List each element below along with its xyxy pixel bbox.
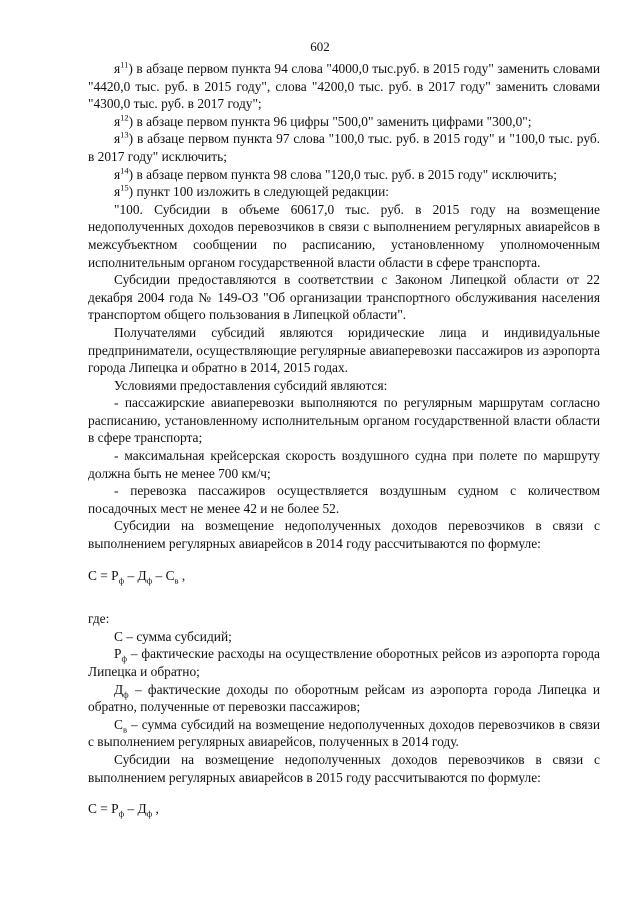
- definition-symbol: Д: [114, 681, 124, 697]
- amendment-item: [88, 166, 600, 184]
- paragraph-conditions-heading: Условиями предоставления субсидий являются:: [114, 377, 388, 393]
- formula-term: – Д: [124, 801, 147, 817]
- item-text: ) пункт 100 изложить в следующей редакции:: [128, 184, 389, 200]
- amendment-item: [88, 60, 600, 113]
- formula-term: – С: [152, 567, 175, 583]
- definition-text: – сумма субсидий;: [122, 628, 232, 644]
- item-text: ) в абзаце первом пункта 97 слова "100,0 тыс. руб. в 2015 году" и "100,0 тыс. руб. в 2017 году" исключить;: [88, 131, 600, 164]
- item-superscript: 12: [120, 112, 129, 123]
- page-number: 602: [310, 39, 330, 54]
- formula-subscript: ф: [146, 808, 153, 819]
- paragraph-formula-2015-intro: Субсидии на возмещение недополученных доходов перевозчиков в связи с выполнением регулярных авиарейсов в 2015 году рассчитываются по формуле:: [88, 751, 600, 785]
- item-text: ) в абзаце первом пункта 96 цифры "500,0" заменить цифрами "300,0";: [128, 113, 532, 129]
- formula-subscript: ф: [118, 808, 125, 819]
- document-body: [88, 60, 600, 818]
- formula-term: ,: [152, 801, 159, 817]
- amendment-item: [88, 130, 600, 165]
- formula-term: С = Р: [88, 801, 119, 817]
- item-superscript: 11: [120, 59, 129, 70]
- definition-text: – фактические доходы по оборотным рейсам из аэропорта города Липецка и обратно, полученные от перевозки пассажиров;: [88, 681, 600, 715]
- item-text: ) в абзаце первом пункта 94 слова "4000,0 тыс.руб. в 2015 году" заменить словами "4420,0 тыс. руб. в 2015 году", слова "4200,0 тыс. руб. в 2017 году" заменить словами "4300,0 тыс. руб. в 2017 году";: [88, 61, 600, 112]
- item-superscript: 13: [120, 129, 129, 140]
- paragraph-formula-2014-intro: Субсидии на возмещение недополученных доходов перевозчиков в связи с выполнением регулярных авиарейсов в 2014 году рассчитываются по формуле:: [88, 518, 600, 552]
- definition-symbol: Р: [114, 646, 122, 662]
- definition-subscript: ф: [123, 689, 129, 700]
- formula-subscript: в: [174, 575, 179, 586]
- definition-text: – фактические расходы на осуществление оборотных рейсов из аэропорта города Липецка и обратно;: [88, 646, 600, 679]
- definition-subscript: в: [122, 724, 127, 735]
- item-superscript: 14: [120, 165, 129, 176]
- item-letter: я: [114, 131, 121, 147]
- formula-term: – Д: [124, 567, 147, 583]
- definition-text: – сумма субсидий на возмещение недополученных доходов перевозчиков в связи с выполнением регулярных авиарейсов, полученных в 2014 году.: [88, 716, 600, 750]
- item-text: ) в абзаце первом пункта 98 слова "120,0 тыс. руб. в 2015 году" исключить;: [128, 166, 557, 182]
- item-letter: я: [114, 184, 121, 200]
- item-letter: я: [114, 113, 121, 129]
- formula-subscript: ф: [118, 575, 125, 586]
- paragraph-recipients: Получателями субсидий являются юридические лица и индивидуальные предприниматели, осуществляющие регулярные авиаперевозки пассажиров из аэропорта города Липецка и обратно в 2014, 2015 годах.: [88, 324, 600, 376]
- definition-item: [88, 645, 600, 680]
- definition-item: [88, 628, 600, 646]
- amendment-item: [88, 183, 600, 201]
- item-superscript: 15: [120, 182, 129, 193]
- formula-term: С = Р: [88, 567, 119, 583]
- definition-item: [88, 716, 600, 751]
- definition-subscript: ф: [121, 654, 127, 665]
- definition-symbol: С: [114, 716, 123, 732]
- definition-item: [88, 681, 600, 716]
- formula-subscript: ф: [146, 575, 153, 586]
- item-letter: я: [114, 166, 121, 182]
- item-letter: я: [114, 61, 121, 76]
- condition-item: - максимальная крейсерская скорость воздушного судна при полете по маршруту должна быть не менее 700 км/ч;: [88, 448, 600, 481]
- amendment-item: [88, 113, 600, 131]
- condition-item: - перевозка пассажиров осуществляется воздушным судном с количеством посадочных мест не менее 42 и не более 52.: [88, 483, 600, 516]
- formula-2015: [88, 800, 600, 818]
- where-label: где:: [88, 611, 110, 627]
- formula-2014: [88, 567, 600, 585]
- condition-item: - пассажирские авиаперевозки выполняются по регулярным маршрутам согласно расписанию, установленному исполнительным органом государственной власти области в сфере транспорта;: [88, 395, 600, 446]
- formula-term: ,: [178, 567, 186, 583]
- paragraph-point-100: "100. Субсидии в объеме 60617,0 тыс. руб. в 2015 году на возмещение недополученных доходов перевозчиков в связи с выполнением регулярных авиарейсов в межсубъектном сообщении по расписанию, установленному уполномоченным исполнительным органом государственной власти области в сфере транспорта.: [88, 201, 600, 270]
- paragraph-legal-basis: Субсидии предоставляются в соответствии с Законом Липецкой области от 22 декабря 2004 года № 149-ОЗ "Об организации транспортного обслуживания населения транспортом общего пользования в Липецкой области".: [88, 272, 600, 323]
- definition-symbol: С: [114, 628, 123, 644]
